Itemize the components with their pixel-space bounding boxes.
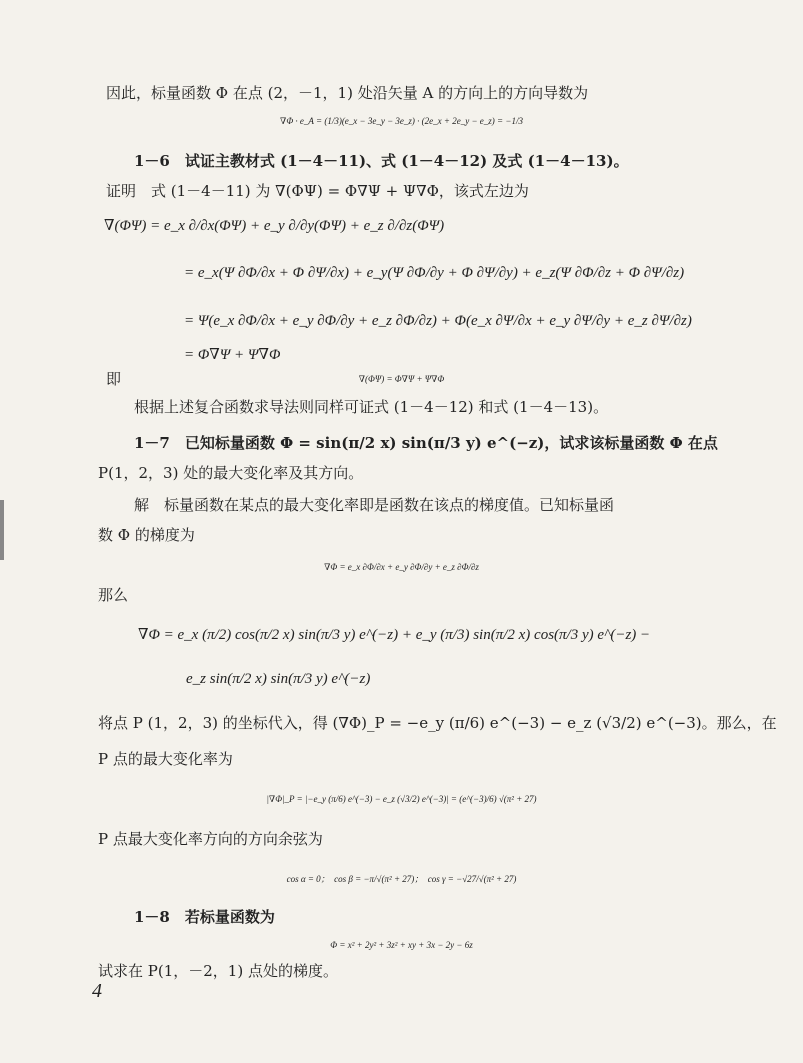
- equation: |∇Φ|_P = |−e_y (π/6) e^(−3) − e_z (√3/2) e^(−3)| = (e^(−3)/6) √(π² + 27): [266, 794, 537, 804]
- problem-heading: 1－7 已知标量函数 Φ = sin(π/2 x) sin(π/3 y) e^(−z)，试求该标量函数 Φ 在点: [134, 434, 718, 452]
- page-number: 4: [92, 980, 102, 1002]
- equation: ∇(ΦΨ) = Φ∇Ψ + Ψ∇Φ: [358, 374, 445, 384]
- equation: ∇Φ = e_x (π/2) cos(π/2 x) sin(π/3 y) e^(−z) + e_y (π/3) sin(π/2 x) cos(π/3 y) e^(−z) −: [138, 627, 651, 643]
- text-line: 即: [106, 370, 122, 388]
- binding-edge: [0, 500, 4, 560]
- equation: e_z sin(π/2 x) sin(π/3 y) e^(−z): [186, 671, 371, 687]
- equation: ∇Φ · e_A = (1/3)(e_x − 3e_y − 3e_z) · (2e_x + 2e_y − e_z) = −1/3: [280, 116, 523, 126]
- text-line: P(1，2，3) 处的最大变化率及其方向。: [98, 464, 364, 482]
- equation: = e_x(Ψ ∂Φ/∂x + Φ ∂Ψ/∂x) + e_y(Ψ ∂Φ/∂y + Φ ∂Ψ/∂y) + e_z(Ψ ∂Φ/∂z + Φ ∂Ψ/∂z): [184, 265, 685, 281]
- text-line: 因此，标量函数 Φ 在点 (2，－1，1) 处沿矢量 A 的方向上的方向导数为: [106, 84, 589, 102]
- equation: cos α = 0； cos β = −π/√(π² + 27)； cos γ = −√27/√(π² + 27): [286, 874, 517, 884]
- text-line: 根据上述复合函数求导法则同样可证式 (1－4－12) 和式 (1－4－13)。: [134, 398, 609, 416]
- equation: = Φ∇Ψ + Ψ∇Φ: [184, 347, 281, 363]
- problem-heading: 1－6 试证主教材式 (1－4－11)、式 (1－4－12) 及式 (1－4－13)。: [134, 152, 629, 170]
- text-line: 试求在 P(1，－2，1) 点处的梯度。: [98, 962, 338, 980]
- problem-heading: 1－8 若标量函数为: [134, 908, 275, 926]
- text-line: 解 标量函数在某点的最大变化率即是函数在该点的梯度值。已知标量函: [134, 496, 615, 514]
- text-line: 数 Φ 的梯度为: [98, 526, 195, 544]
- equation: = Ψ(e_x ∂Φ/∂x + e_y ∂Φ/∂y + e_z ∂Φ/∂z) + Φ(e_x ∂Ψ/∂x + e_y ∂Ψ/∂y + e_z ∂Ψ/∂z): [184, 313, 692, 329]
- text-line: 证明 式 (1－4－11) 为 ∇(ΦΨ) = Φ∇Ψ + Ψ∇Φ，该式左边为: [106, 182, 529, 200]
- text-line: P 点最大变化率方向的方向余弦为: [98, 830, 323, 848]
- equation: ∇(ΦΨ) = e_x ∂/∂x(ΦΨ) + e_y ∂/∂y(ΦΨ) + e_z ∂/∂z(ΦΨ): [104, 218, 445, 234]
- text-line: 那么: [98, 586, 129, 604]
- text-line: 将点 P (1，2，3) 的坐标代入，得 (∇Φ)_P = −e_y (π/6) e^(−3) − e_z (√3/2) e^(−3)。那么，在: [98, 714, 777, 732]
- text-line: P 点的最大变化率为: [98, 750, 233, 768]
- equation: Φ = x² + 2y² + 3z² + xy + 3x − 2y − 6z: [330, 940, 473, 950]
- equation: ∇Φ = e_x ∂Φ/∂x + e_y ∂Φ/∂y + e_z ∂Φ/∂z: [324, 562, 479, 572]
